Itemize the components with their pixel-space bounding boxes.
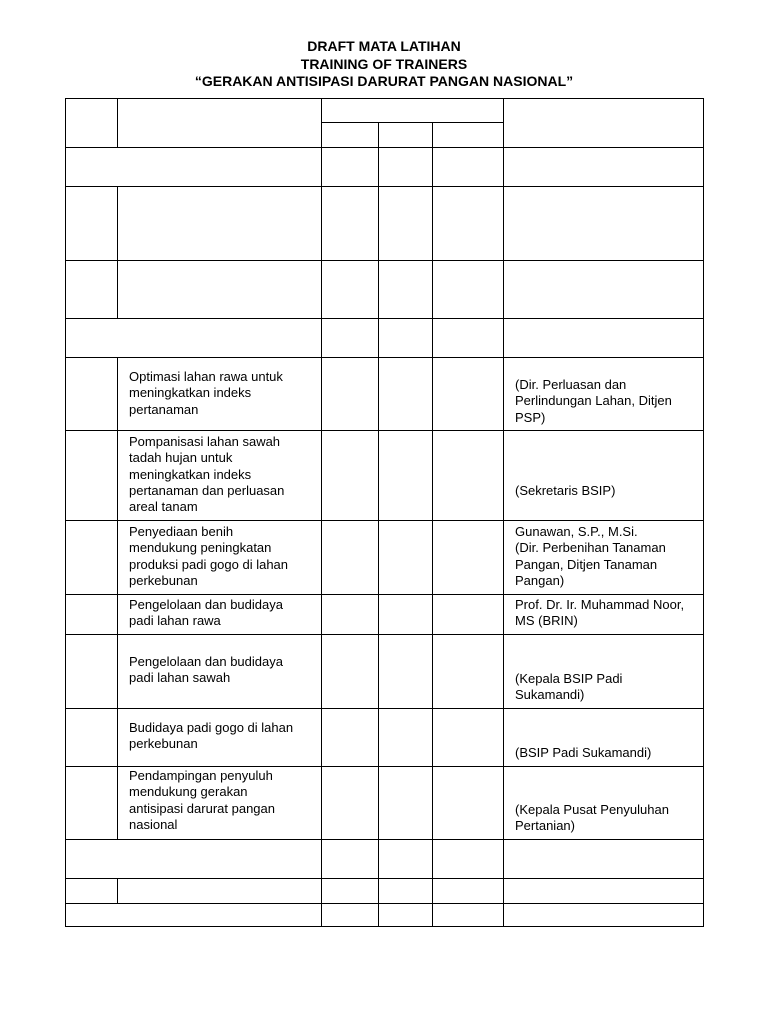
session-speaker: (Kepala Pusat Penyuluhan Pertanian) bbox=[515, 802, 669, 834]
session-topic: Pompanisasi lahan sawah tadah hujan untuk meningkatkan indeks pertanaman dan perluasan areal tanam bbox=[129, 434, 285, 515]
session-speaker: (Dir. Perluasan dan Perlindungan Lahan, Ditjen PSP) bbox=[515, 377, 672, 425]
session-speaker: (Kepala BSIP Padi Sukamandi) bbox=[515, 671, 623, 703]
session-topic: Pengelolaan dan budidaya padi lahan rawa bbox=[129, 597, 283, 629]
session-topic: Pendampingan penyuluh mendukung gerakan antisipasi darurat pangan nasional bbox=[129, 768, 275, 832]
session-topic: Pengelolaan dan budidaya padi lahan sawah bbox=[129, 654, 283, 686]
session-speaker: (BSIP Padi Sukamandi) bbox=[515, 745, 652, 760]
session-topic: Penyediaan benih mendukung peningkatan produksi padi gogo di lahan perkebunan bbox=[129, 524, 289, 588]
session-topic: Budidaya padi gogo di lahan perkebunan bbox=[129, 720, 294, 752]
session-speaker: Gunawan, S.P., M.Si. (Dir. Perbenihan Tanaman Pangan, Ditjen Tanaman Pangan) bbox=[515, 524, 666, 588]
program-name: “GERAKAN ANTISIPASI DARURAT PANGAN NASIONAL” bbox=[194, 73, 574, 89]
session-speaker: (Sekretaris BSIP) bbox=[515, 483, 616, 498]
document-subtitle: TRAINING OF TRAINERS bbox=[300, 56, 468, 72]
document-title: DRAFT MATA LATIHAN bbox=[307, 38, 461, 54]
session-topic: Optimasi lahan rawa untuk meningkatkan indeks pertanaman bbox=[129, 369, 283, 417]
session-speaker: Prof. Dr. Ir. Muhammad Noor, MS (BRIN) bbox=[515, 597, 685, 629]
